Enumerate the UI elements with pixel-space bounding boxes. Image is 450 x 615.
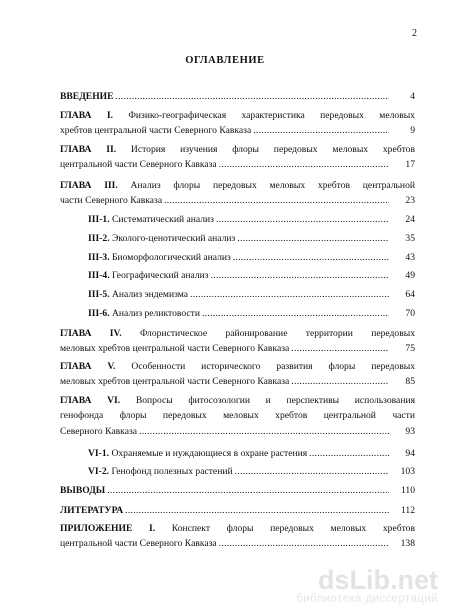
entry-text: Биоморфологический анализ <box>109 252 231 263</box>
toc-entry-chapter-2[interactable] <box>60 142 415 173</box>
entry-text-cont: центральной части Северного Кавказа <box>60 159 217 171</box>
entry-text: Анализ реликтовости <box>109 308 200 319</box>
toc-entry-section-6-2[interactable] <box>88 464 415 479</box>
entry-page: 75 <box>405 343 415 355</box>
entry-text: Охраняемые и нуждающиеся в охране растения <box>109 448 308 459</box>
entry-text: Конспект флоры передовых меловых хребтов <box>155 523 416 534</box>
entry-page: 43 <box>405 252 415 263</box>
leader-dots <box>202 306 389 321</box>
leader-dots <box>211 268 389 283</box>
entry-heading: ВВЕДЕНИЕ <box>60 91 114 102</box>
entry-text: Генофонд полезных растений <box>109 466 233 477</box>
entry-page: 94 <box>405 448 415 459</box>
page-number: 2 <box>412 28 417 39</box>
leader-dots <box>190 287 389 302</box>
entry-heading: III-4. <box>88 270 110 281</box>
watermark-subtitle: библиотека диссертаций <box>296 593 438 605</box>
entry-page: 110 <box>400 485 415 496</box>
entry-text: История изучения флоры передовых меловых хребтов <box>116 144 415 155</box>
toc-entry-section-3-4[interactable] <box>88 268 415 283</box>
entry-heading: III-6. <box>88 308 110 319</box>
entry-page: 23 <box>405 195 415 207</box>
entry-text: Эколого-ценотический анализ <box>109 233 236 244</box>
toc-entry-introduction[interactable] <box>60 89 415 104</box>
entry-heading: III-3. <box>88 252 110 263</box>
entry-text: Флористическое районирование территории передовых <box>121 328 415 339</box>
toc-entry-chapter-3[interactable] <box>60 178 415 209</box>
entry-page: 17 <box>405 159 415 171</box>
entry-heading: ГЛАВА V. <box>60 361 116 372</box>
toc-entry-section-3-6[interactable] <box>88 306 415 321</box>
entry-heading: ЛИТЕРАТУРА <box>60 505 124 516</box>
toc-entry-literature[interactable] <box>60 503 415 518</box>
entry-heading: ВЫВОДЫ <box>60 485 106 496</box>
entry-page: 49 <box>405 270 415 281</box>
leader-dots <box>125 503 389 518</box>
leader-dots <box>233 250 389 265</box>
entry-text: Анализ эндемизма <box>109 289 189 300</box>
watermark <box>296 567 438 605</box>
entry-page: 85 <box>405 376 415 388</box>
toc-entry-section-3-2[interactable] <box>88 231 415 246</box>
entry-page: 4 <box>410 91 415 102</box>
toc-entry-section-6-1[interactable] <box>88 446 415 461</box>
entry-page: 35 <box>405 233 415 244</box>
entry-text-line2: генофонда флоры передовых меловых хребтов центральной части <box>60 410 415 422</box>
leader-dots <box>291 341 389 356</box>
toc-entry-chapter-5[interactable] <box>60 359 415 390</box>
leader-dots <box>237 231 389 246</box>
entry-page: 93 <box>405 425 415 437</box>
toc-entry-section-3-3[interactable] <box>88 250 415 265</box>
leader-dots <box>219 157 389 172</box>
entry-heading: VI-1. <box>88 448 110 459</box>
toc-entry-chapter-4[interactable] <box>60 326 415 357</box>
entry-text-cont: Северного Кавказа <box>60 425 138 437</box>
entry-heading: ГЛАВА II. <box>60 144 117 155</box>
entry-text: Географический анализ <box>109 270 209 281</box>
entry-text: Физико-географическая характеристика передовых меловых <box>112 110 415 121</box>
leader-dots <box>291 374 389 389</box>
entry-heading: ГЛАВА III. <box>60 180 118 191</box>
entry-heading: III-2. <box>88 233 110 244</box>
entry-heading: ГЛАВА IV. <box>60 328 122 339</box>
entry-page: 24 <box>405 214 415 225</box>
toc-title: ОГЛАВЛЕНИЕ <box>185 55 265 66</box>
leader-dots <box>235 464 389 479</box>
entry-text-cont: хребтов центральной части Северного Кавказа <box>60 125 252 137</box>
leader-dots <box>139 424 389 439</box>
entry-page: 103 <box>400 466 415 477</box>
entry-page: 70 <box>405 308 415 319</box>
toc-entry-section-3-5[interactable] <box>88 287 415 302</box>
entry-page: 64 <box>405 289 415 300</box>
leader-dots <box>107 483 389 498</box>
entry-heading: ГЛАВА VI. <box>60 395 121 406</box>
entry-page: 112 <box>400 505 415 516</box>
toc-entry-chapter-6[interactable] <box>60 393 415 439</box>
leader-dots <box>253 123 389 138</box>
leader-dots <box>309 446 389 461</box>
entry-heading: III-1. <box>88 214 110 225</box>
entry-heading: VI-2. <box>88 466 110 477</box>
entry-text-cont: части Северного Кавказа <box>60 195 163 207</box>
entry-text-cont: центральной части Северного Кавказа <box>60 538 217 550</box>
entry-heading: III-5. <box>88 289 110 300</box>
leader-dots <box>216 212 389 227</box>
leader-dots <box>164 193 389 208</box>
entry-text-cont: меловых хребтов центральной части Северного Кавказа <box>60 343 290 355</box>
watermark-logo: dsLib.net <box>318 565 438 595</box>
toc-entry-conclusions[interactable] <box>60 483 415 498</box>
leader-dots <box>219 536 389 551</box>
toc-entry-chapter-1[interactable] <box>60 108 415 139</box>
entry-text: Систематический анализ <box>109 214 214 225</box>
toc-entry-appendix-1[interactable] <box>60 521 415 552</box>
entry-page: 138 <box>400 538 415 550</box>
entry-text: Анализ флоры передовых меловых хребтов центральной <box>117 180 416 191</box>
leader-dots <box>116 89 389 104</box>
entry-heading: ГЛАВА I. <box>60 110 113 121</box>
entry-text: Особенности исторического развития флоры передовых <box>115 361 415 372</box>
entry-page: 9 <box>410 125 415 137</box>
entry-heading: ПРИЛОЖЕНИЕ I. <box>60 523 156 534</box>
entry-text-cont: меловых хребтов центральной части Северного Кавказа <box>60 376 290 388</box>
toc-entry-section-3-1[interactable] <box>88 212 415 227</box>
entry-text: Вопросы фитосозологии и перспективы использования <box>120 395 415 406</box>
